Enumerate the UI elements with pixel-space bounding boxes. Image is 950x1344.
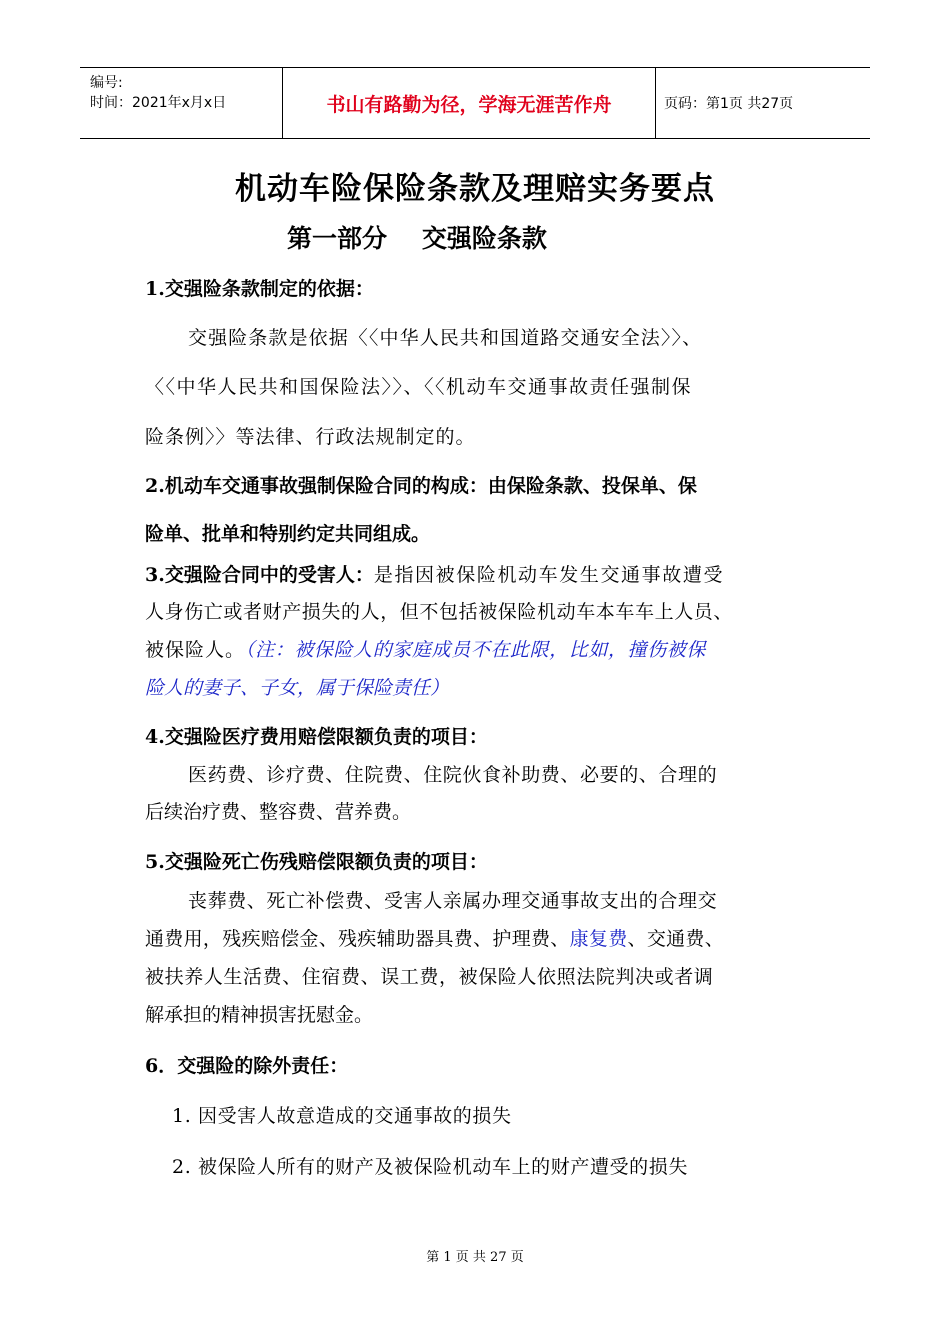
section-4-line-1: 医药费、诊疗费、住院费、住院伙食补助费、必要的、合理的 <box>188 764 718 786</box>
section-3-line-1 <box>145 560 724 587</box>
section-5-line-2 <box>145 924 724 951</box>
section-4-line-2: 后续治疗费、整容费、营养费。 <box>145 801 412 823</box>
section-5-line-2-text-a: 通费用，残疾赔偿金、残疾辅助器具费、护理费、 <box>145 928 570 950</box>
serial-label: 编号: <box>90 75 123 91</box>
date-label: 时间：2021年x月x日 <box>90 95 227 111</box>
section-5-heading: 5.交强险死亡伤残赔偿限额负责的项目： <box>145 851 488 873</box>
section-5-line-1: 丧葬费、死亡补偿费、受害人亲属办理交通事故支出的合理交 <box>188 890 718 912</box>
section-3-line-3-text: 被保险人。 <box>145 639 246 661</box>
section-3-note-2: 险人的妻子、子女，属于保险责任） <box>145 677 450 699</box>
header-table <box>80 67 870 139</box>
section-5-line-4: 解承担的精神损害抚慰金。 <box>145 1004 374 1026</box>
section-3-heading: 3.交强险合同中的受害人： <box>145 564 374 586</box>
header-page-info: 页码：第1页 共27页 <box>664 96 794 112</box>
section-3-line-2: 人身伤亡或者财产损失的人，但不包括被保险机动车本车车上人员、 <box>145 601 734 623</box>
section-3-note-1: （注：被保险人的家庭成员不在此限，比如，撞伤被保 <box>245 639 706 661</box>
section-1-line-3: 险条例〉〉等法律、行政法规制定的。 <box>145 426 476 448</box>
section-4-heading: 4.交强险医疗费用赔偿限额负责的项目： <box>145 726 488 748</box>
section-1-line-1: 交强险条款是依据〈〈中华人民共和国道路交通安全法〉〉、 <box>188 327 703 349</box>
section-6-heading: 6．交强险的除外责任： <box>145 1055 349 1077</box>
section-5-line-3: 被扶养人生活费、住宿费、误工费，被保险人依照法院判决或者调 <box>145 966 714 988</box>
section-2-line-1: 2.机动车交通事故强制保险合同的构成：由保险条款、投保单、保 <box>145 475 697 497</box>
document-title: 机动车险保险条款及理赔实务要点 <box>235 171 715 207</box>
section-6-item-1: 1. 因受害人故意造成的交通事故的损失 <box>172 1105 512 1127</box>
section-6-item-2: 2. 被保险人所有的财产及被保险机动车上的财产遭受的损失 <box>172 1156 688 1178</box>
section-1-heading: 1.交强险条款制定的依据： <box>145 278 374 300</box>
section-1-line-2: 〈〈中华人民共和国保险法〉〉、〈〈机动车交通事故责任强制保 <box>145 376 693 398</box>
header-left-cell <box>80 68 282 138</box>
section-2-line-2: 险单、批单和特别约定共同组成。 <box>145 523 431 545</box>
document-subtitle: 第一部分 交强险条款 <box>287 224 547 253</box>
header-motto: 书山有路勤为径，学海无涯苦作舟 <box>282 68 656 138</box>
section-5-line-2-text-b: 、交通费、 <box>627 928 725 950</box>
page-footer: 第 1 页 共 27 页 <box>426 1250 524 1265</box>
section-3-line-3 <box>145 635 706 662</box>
section-5-rehab-fee: 康复费 <box>569 928 628 950</box>
section-3-line-1-rest: 是指因被保险机动车发生交通事故遭受 <box>373 564 725 586</box>
